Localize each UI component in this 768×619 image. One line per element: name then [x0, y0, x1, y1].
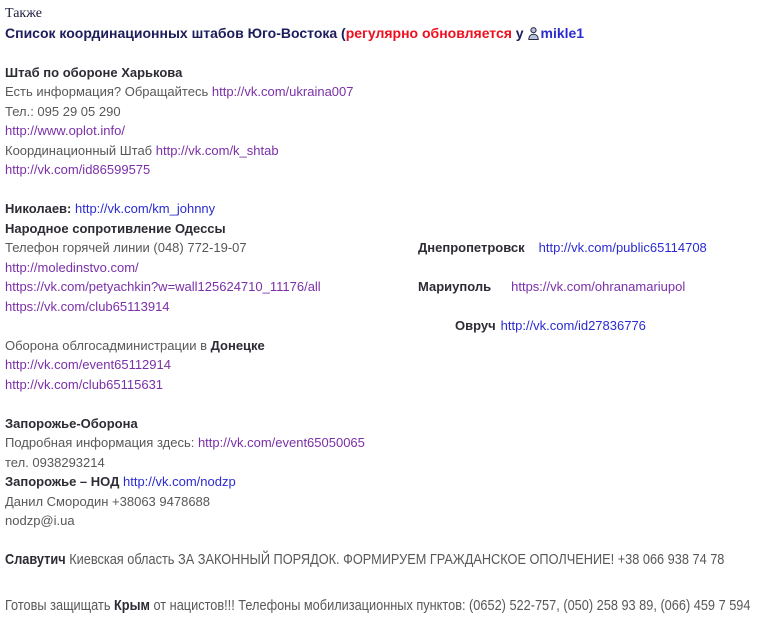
crimea-label: Крым: [114, 597, 150, 614]
ovruch-label: Овруч: [455, 318, 496, 333]
kharkiv-heading: Штаб по обороне Харькова: [5, 64, 183, 80]
event65112914-link[interactable]: http://vk.com/event65112914: [5, 357, 171, 372]
spacer: [5, 316, 768, 336]
dnipro-label: Днепропетровск: [418, 240, 525, 255]
mariupol-label: Мариуполь: [418, 279, 492, 294]
event65050065-link[interactable]: http://vk.com/event65050065: [197, 435, 365, 450]
kharkiv-shtab-line: [5, 141, 768, 161]
title-text: Список координационных штабов Юго-Востока (: [5, 24, 346, 41]
club65113914-link[interactable]: https://vk.com/club65113914: [5, 298, 170, 314]
k-shtab-link[interactable]: http://vk.com/k_shtab: [155, 142, 279, 158]
kharkiv-info-text: Есть информация? Обращайтесь: [5, 84, 212, 99]
crimea-prefix: Готовы защищать: [5, 597, 115, 614]
km-johnny-link[interactable]: http://vk.com/km_johnny: [74, 201, 216, 216]
club65115631-link[interactable]: http://vk.com/club65115631: [5, 376, 164, 392]
updated-note: регулярно обновляется: [345, 24, 512, 41]
donetsk-link1-line: [5, 355, 768, 375]
slavutych-line: [5, 550, 725, 570]
odessa-phone: Телефон горячей линии (048) 772-19-07: [5, 240, 247, 255]
nikolaev-label: Николаев:: [5, 201, 75, 216]
petyachkin-link[interactable]: https://vk.com/petyachkin?w=wall125624710_11176/all: [5, 279, 321, 294]
ovruch-entry: [455, 316, 646, 336]
zaporizhzhia-info-text: Подробная информация здесь:: [5, 435, 198, 450]
odessa-heading: Народное сопротивление Одессы: [5, 220, 226, 236]
zaporizhzhia-info-line: [5, 433, 768, 453]
donetsk-heading-line: [5, 336, 768, 356]
spacer: [5, 570, 768, 590]
kharkiv-shtab-text: Координационный Штаб: [5, 142, 156, 158]
zaporizhzhia-email: nodzp@i.ua: [5, 513, 75, 528]
id27836776-link[interactable]: http://vk.com/id27836776: [500, 318, 646, 333]
moledinstvo-link[interactable]: http://moledinstvo.com/: [5, 259, 139, 275]
donetsk-text: Оборона облгосадминистрации в: [5, 337, 211, 353]
slavutych-text: Киевская область ЗА ЗАКОННЫЙ ПОРЯДОК. ФОРМИРУЕМ ГРАЖДАНСКОЕ ОПОЛЧЕНИЕ! +38 066 938 74 78: [65, 551, 725, 568]
kharkiv-phone: Тел.: 095 29 05 290: [5, 103, 121, 119]
intro-line: [5, 4, 768, 24]
spacer: [5, 394, 768, 414]
slavutych-label: Славутич: [5, 551, 66, 568]
zaporizhzhia-phone: тел. 0938293214: [5, 454, 105, 470]
crimea-text: от нацистов!!! Телефоны мобилизационных пунктов: (0652) 522-757, (050) 258 93 89, (066) 459 7 594: [149, 597, 751, 614]
page-title: [5, 24, 768, 44]
kharkiv-site-line: [5, 121, 768, 141]
crimea-line: [5, 596, 751, 616]
dnipro-entry: [418, 238, 707, 258]
spacer: [5, 180, 768, 200]
nod-label: Запорожье – НОД: [5, 474, 123, 489]
mariupol-entry: [418, 277, 685, 297]
nikolaev-line: [5, 199, 768, 219]
spacer: [5, 531, 768, 551]
odessa-link3-line: [5, 297, 768, 317]
oplot-link[interactable]: http://www.oplot.info/: [5, 123, 125, 138]
spacer: [5, 43, 768, 63]
ohranamariupol-link[interactable]: https://vk.com/ohranamariupol: [511, 279, 686, 294]
donetsk-label: Донецке: [210, 337, 265, 353]
mikle1-user-link[interactable]: mikle1: [540, 24, 585, 41]
zaporizhzhia-nod-line: [5, 472, 768, 492]
zaporizhzhia-heading: Запорожье-Оборона: [5, 415, 138, 431]
public65114708-link[interactable]: http://vk.com/public65114708: [538, 240, 707, 255]
zaporizhzhia-contact: Данил Смородин +38063 9478688: [5, 493, 211, 509]
id86599575-link[interactable]: http://vk.com/id86599575: [5, 162, 151, 177]
lj-user-icon[interactable]: [528, 26, 539, 46]
kharkiv-id-line: [5, 160, 768, 180]
intro-text: Также: [5, 6, 42, 21]
kharkiv-info-line: [5, 82, 768, 102]
kharkiv-ukraina007-link[interactable]: http://vk.com/ukraina007: [211, 84, 354, 99]
odessa-link1-line: [5, 258, 768, 278]
donetsk-link2-line: [5, 375, 768, 395]
nodzp-link[interactable]: http://vk.com/nodzp: [122, 474, 236, 489]
updated-by: у: [511, 24, 528, 41]
